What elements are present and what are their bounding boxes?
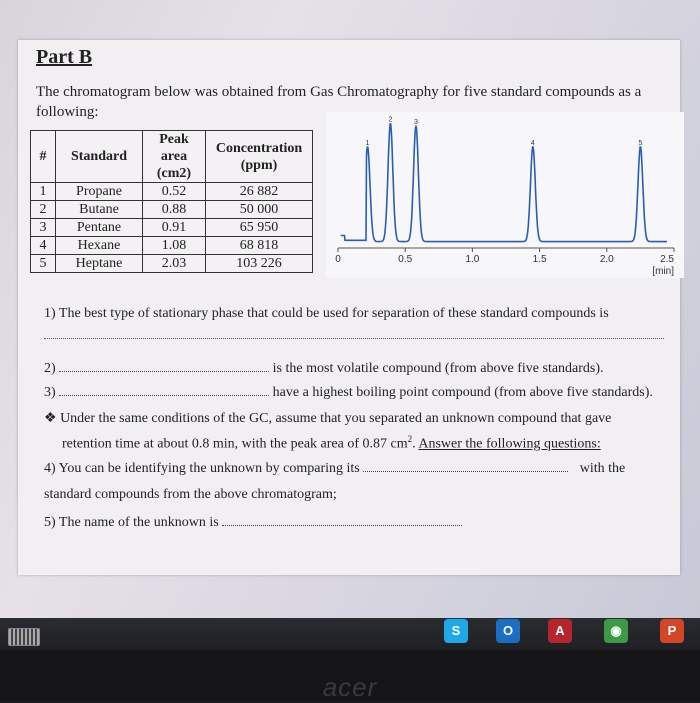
cell-area: 0.88 <box>143 201 206 219</box>
x-tick-label: 2.0 <box>599 254 614 265</box>
peak-label: 4 <box>530 139 535 147</box>
note-text: Under the same conditions of the GC, assume that you separated an unknown compound that gave <box>60 411 612 426</box>
cell-standard: Hexane <box>56 237 143 255</box>
table-row <box>31 183 313 201</box>
cell-area: 2.03 <box>143 255 206 273</box>
chart-background <box>326 112 684 278</box>
question-5-text: 5) The name of the unknown is <box>44 515 219 530</box>
cell-standard: Propane <box>56 183 143 201</box>
note-superscript: 2 <box>407 434 413 444</box>
cell-num: 3 <box>31 219 56 237</box>
cell-standard: Pentane <box>56 219 143 237</box>
x-tick-label: 1.0 <box>465 254 480 265</box>
bullet-icon: ❖ <box>44 411 57 426</box>
col-header-standard: Standard <box>56 131 143 183</box>
question-1: 1) The best type of stationary phase that could be used for separation of these standard compounds is <box>44 306 609 321</box>
brand-logo: acer <box>322 672 378 702</box>
cell-concentration: 26 882 <box>206 183 313 201</box>
question-4-text: 4) You can be identifying the unknown by comparing its <box>44 461 360 476</box>
outlook-icon[interactable]: O <box>496 619 520 643</box>
skype-icon[interactable]: S <box>444 619 468 643</box>
cell-standard: Butane <box>56 201 143 219</box>
cell-concentration: 103 226 <box>206 255 313 273</box>
standards-table <box>30 130 313 273</box>
question-4-line-2: standard compounds from the above chromatogram; <box>44 487 337 502</box>
note-text-2b: . <box>412 436 419 452</box>
col-header-concentration: Concentration (ppm) <box>206 131 313 183</box>
access-icon[interactable]: A <box>548 619 572 643</box>
chrome-icon[interactable]: ◉ <box>604 619 628 643</box>
table-row <box>31 237 313 255</box>
cell-standard: Heptane <box>56 255 143 273</box>
answer-3-blank[interactable] <box>59 384 269 396</box>
cell-concentration: 68 818 <box>206 237 313 255</box>
x-axis-label: [min] <box>652 266 674 277</box>
cell-concentration: 50 000 <box>206 201 313 219</box>
peak-label: 5 <box>638 139 643 147</box>
table-row <box>31 201 313 219</box>
x-tick-label: 1.5 <box>532 254 547 265</box>
question-3 <box>44 384 653 401</box>
x-tick-label: 0.5 <box>398 254 413 265</box>
answer-5-blank[interactable] <box>222 514 462 526</box>
question-2-text: is the most volatile compound (from above five standards). <box>272 361 604 376</box>
cell-area: 1.08 <box>143 237 206 255</box>
powerpoint-icon[interactable]: P <box>660 619 684 643</box>
answer-1-blank[interactable] <box>44 324 664 339</box>
table-row <box>31 219 313 237</box>
table-header-row <box>31 131 313 183</box>
cell-area: 0.52 <box>143 183 206 201</box>
x-tick-label: 0 <box>335 254 341 265</box>
note-text-2: retention time at about 0.8 min, with the peak area of 0.87 cm <box>62 436 408 452</box>
answer-2-blank[interactable] <box>59 360 269 372</box>
cell-area: 0.91 <box>143 219 206 237</box>
page-title: Part B <box>36 46 93 68</box>
x-tick-label: 2.5 <box>660 254 674 265</box>
col-header-area: Peak area (cm2) <box>143 131 206 183</box>
question-2-number: 2) <box>44 361 56 376</box>
cell-num: 4 <box>31 237 56 255</box>
question-3-text: have a highest boiling point compound (from above five standards). <box>272 385 653 400</box>
question-3-number: 3) <box>44 385 56 400</box>
cell-num: 5 <box>31 255 56 273</box>
answer-questions-heading: Answer the following questions: <box>418 436 601 452</box>
keyboard-icon[interactable] <box>8 628 40 646</box>
note-line-1 <box>44 410 611 427</box>
taskbar <box>0 618 700 650</box>
cell-num: 1 <box>31 183 56 201</box>
cell-num: 2 <box>31 201 56 219</box>
question-5 <box>44 514 462 531</box>
question-2 <box>44 360 604 377</box>
intro-text: The chromatogram below was obtained from Gas Chromatography for five standard compounds as a following: <box>36 84 642 120</box>
peak-label: 2 <box>388 116 393 124</box>
col-header-num: # <box>31 131 56 183</box>
question-4 <box>44 460 625 477</box>
cell-concentration: 65 950 <box>206 219 313 237</box>
peak-label: 1 <box>365 139 370 147</box>
question-4-suffix: with the <box>579 461 626 476</box>
peak-label: 3 <box>413 119 418 127</box>
answer-4-blank[interactable] <box>363 460 568 472</box>
chromatogram-chart <box>326 112 684 278</box>
note-line-2 <box>62 434 601 453</box>
table-row <box>31 255 313 273</box>
